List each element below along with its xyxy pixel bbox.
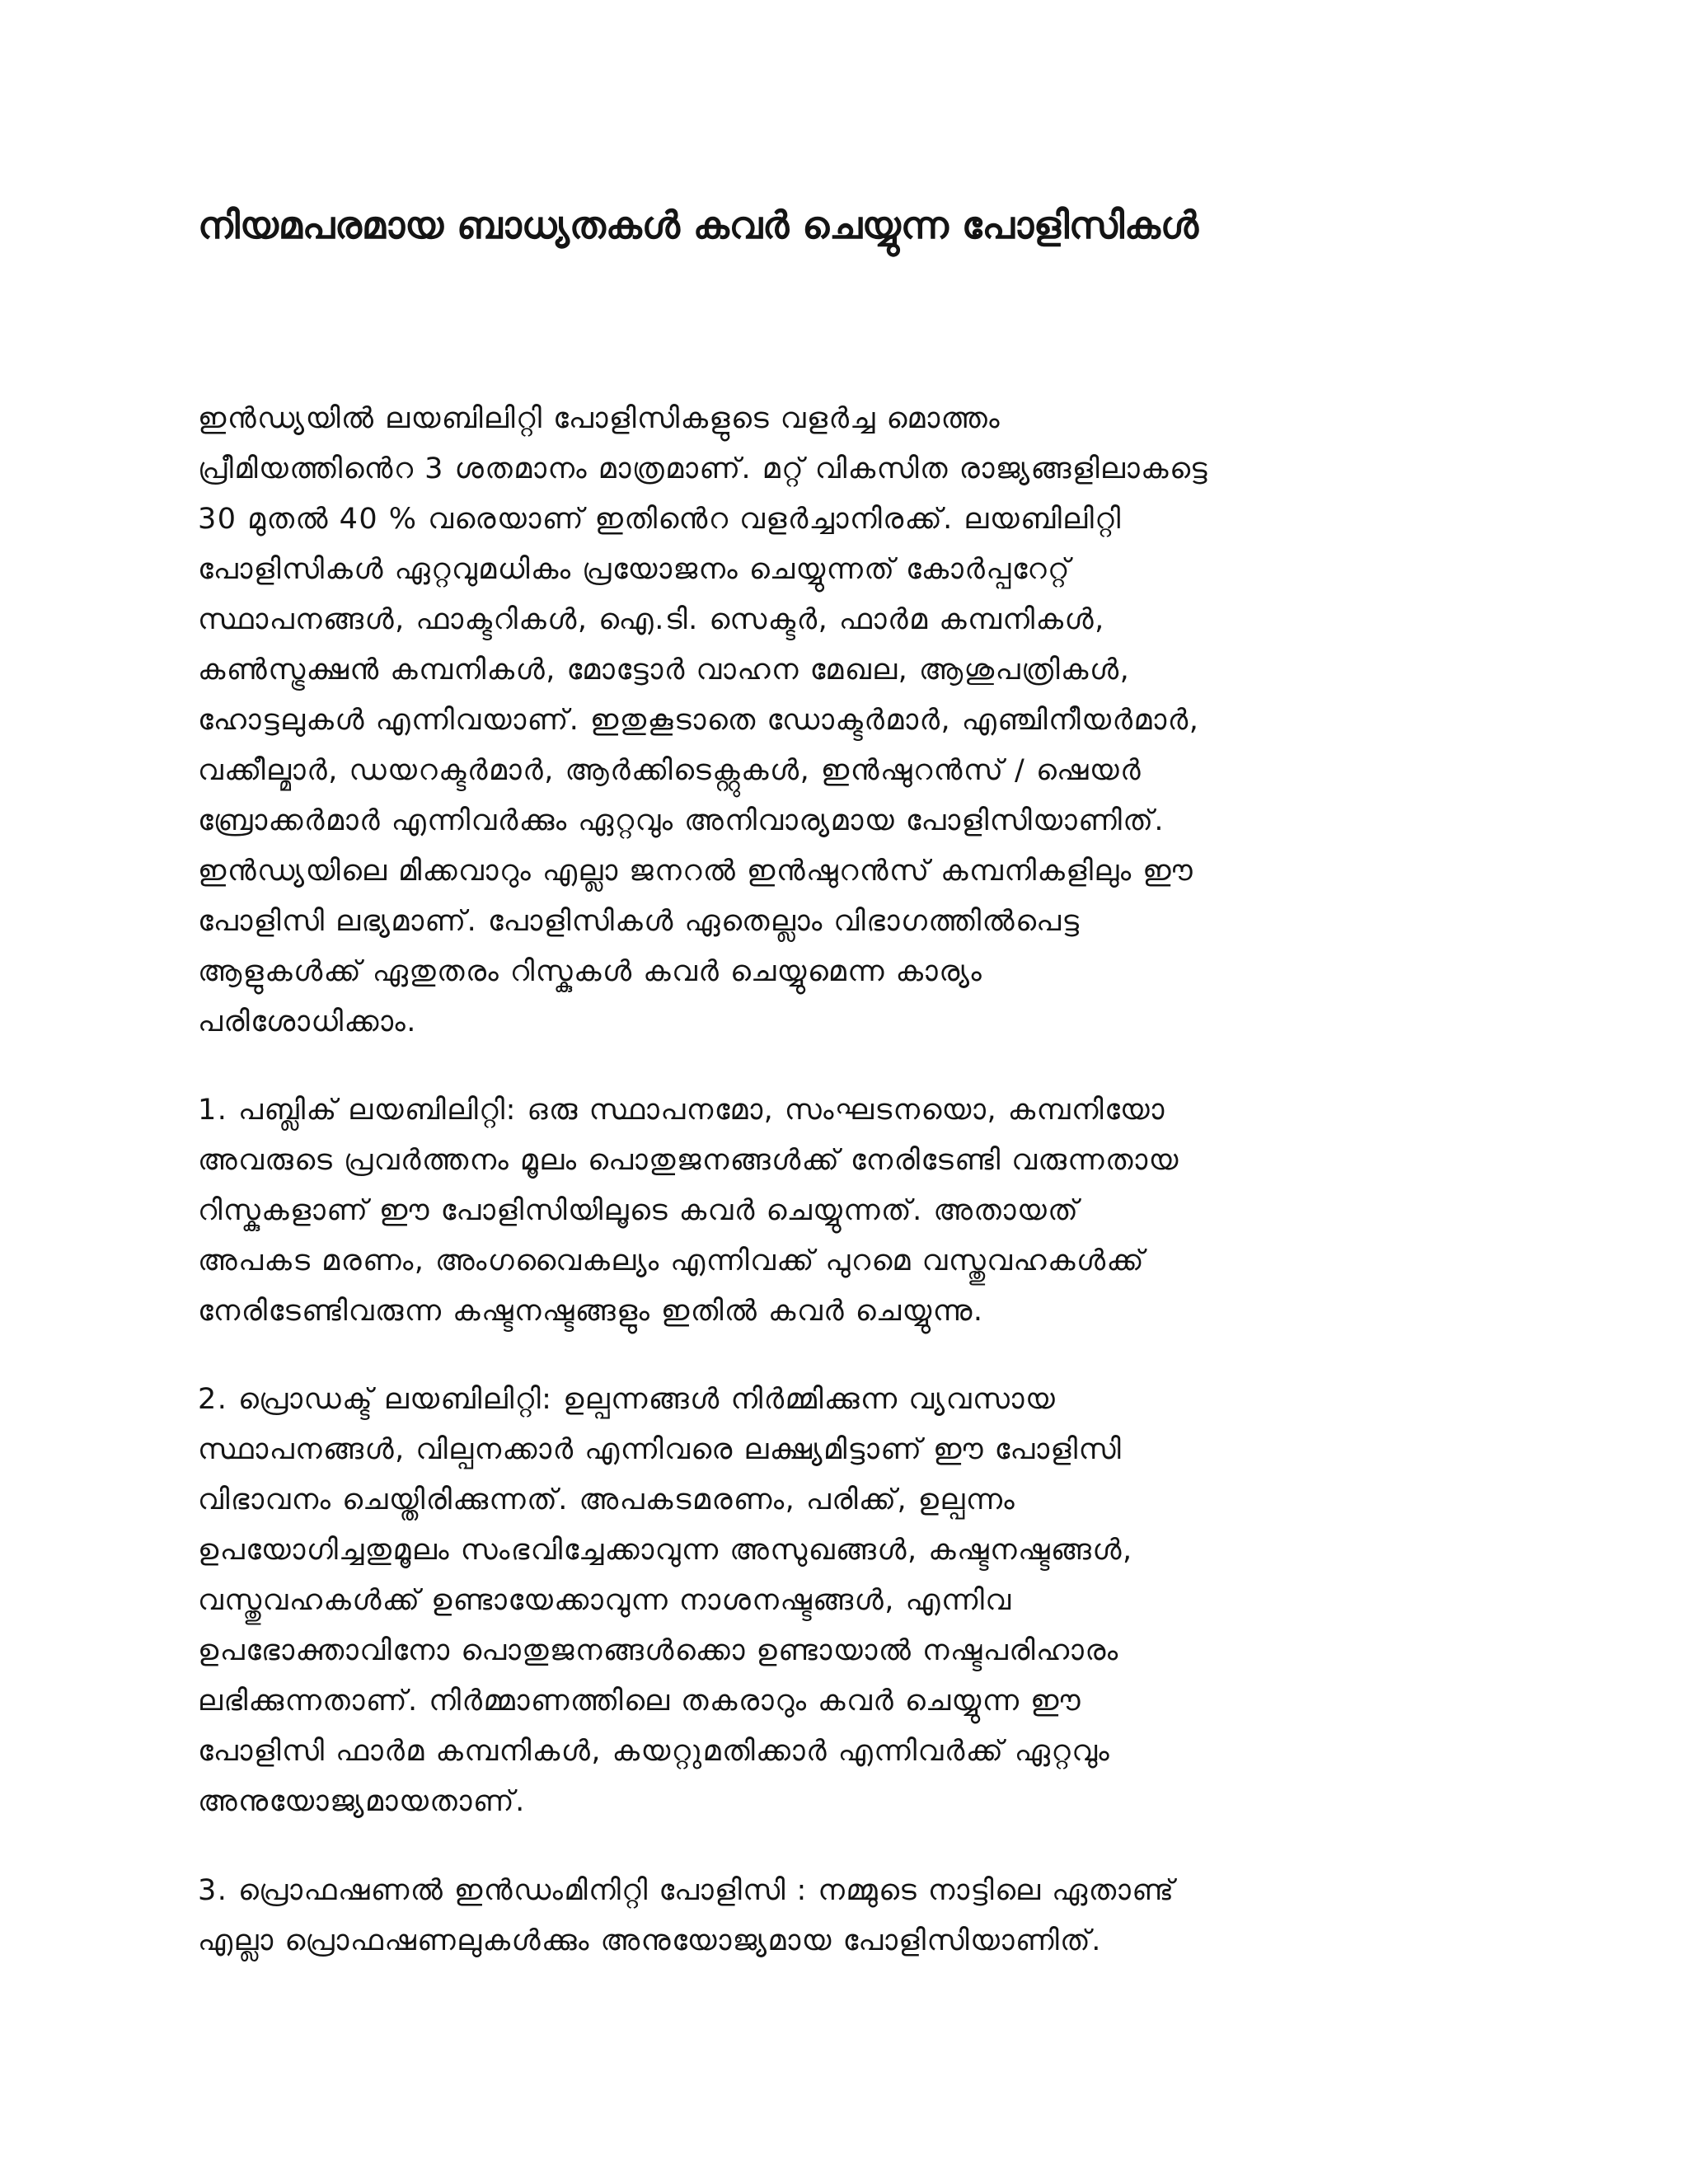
text-line: ലഭിക്കുന്നതാണ്. നിർമ്മാണത്തിലെ തകരാറും കവർ ചെയ്യുന്ന ഈ <box>198 1685 1082 1718</box>
text-line: കൺസ്ട്രക്ഷൻ കമ്പനികൾ, മോട്ടോർ വാഹന മേഖല, ആശുപത്രികൾ, <box>198 654 1131 687</box>
text-line: ഉപഭോക്താവിനോ പൊതുജനങ്ങൾക്കൊ ഉണ്ടായാൽ നഷ്ടപരിഹാരം <box>198 1634 1119 1667</box>
text-line: ആളുകൾക്ക് ഏതുതരം റിസ്കുകൾ കവർ ചെയ്യുമെന്ന കാര്യം <box>198 955 983 988</box>
text-line: വിഭാവനം ചെയ്തിരിക്കുന്നത്. അപകടമരണം, പരിക്ക്, ഉല്പന്നം <box>198 1483 1016 1516</box>
document-title: നിയമപരമായ ബാധ്യതകൾ കവർ ചെയ്യുന്ന പോളിസികൾ <box>198 203 1199 247</box>
text-line: നേരിടേണ്ടിവരുന്ന കഷ്ടനഷ്ടങ്ങളും ഇതിൽ കവർ ചെയ്യുന്നു. <box>198 1295 984 1328</box>
text-line: 1. പബ്ലിക് ലയബിലിറ്റി: ഒരു സ്ഥാപനമോ, സംഘടനയൊ, കമ്പനിയോ <box>198 1094 1165 1127</box>
product-liability-paragraph <box>198 1375 1500 1827</box>
text-line: ഉപയോഗിച്ചതുമൂലം സംഭവിച്ചേക്കാവുന്ന അസുഖങ്ങൾ, കഷ്ടനഷ്ടങ്ങൾ, <box>198 1534 1133 1567</box>
text-line: ഇൻഡ്യയിലെ മിക്കവാറും എല്ലാ ജനറൽ ഇൻഷുറൻസ് കമ്പനികളിലും ഈ <box>198 855 1194 888</box>
text-line: 3. പ്രൊഫഷണൽ ഇൻഡംമിനിറ്റി പോളിസി : നമ്മുടെ നാട്ടിലെ ഏതാണ്ട് <box>198 1874 1175 1907</box>
intro-paragraph <box>198 394 1500 1047</box>
text-line: ഹോട്ടലുകൾ എന്നിവയാണ്. ഇതുകൂടാതെ ഡോക്ടർമാർ, എഞ്ചിനീയർമാർ, <box>198 704 1200 737</box>
text-line: 30 മുതൽ 40 % വരെയാണ് ഇതിൻെറ വളർച്ചാനിരക്ക്. ലയബിലിറ്റി <box>198 503 1122 536</box>
text-line: വസ്തുവഹകൾക്ക് ഉണ്ടായേക്കാവുന്ന നാശനഷ്ടങ്ങൾ, എന്നിവ <box>198 1584 1012 1617</box>
text-line: അപകട മരണം, അംഗവൈകല്യം എന്നിവക്ക് പുറമെ വസ്തുവഹകൾക്ക് <box>198 1244 1146 1277</box>
text-line: 2. പ്രൊഡക്ട് ലയബിലിറ്റി: ഉല്പന്നങ്ങൾ നിർമ്മിക്കുന്ന വ്യവസായ <box>198 1383 1057 1416</box>
text-line: ഇൻഡ്യയിൽ ലയബിലിറ്റി പോളിസികളുടെ വളർച്ച മൊത്തം <box>198 402 1001 435</box>
text-line: റിസ്കുകളാണ് ഈ പോളിസിയിലൂടെ കവർ ചെയ്യുന്നത്. അതായത് <box>198 1194 1080 1227</box>
text-line: പോളിസി ഫാർമ കമ്പനികൾ, കയറ്റുമതിക്കാർ എന്നിവർക്ക് ഏറ്റവും <box>198 1735 1111 1768</box>
text-line: അനുയോജ്യമായതാണ്. <box>198 1785 526 1818</box>
public-liability-paragraph <box>198 1085 1500 1337</box>
text-line: എല്ലാ പ്രൊഫഷണലുകൾക്കും അനുയോജ്യമായ പോളിസിയാണിത്. <box>198 1924 1102 1957</box>
text-line: ബ്രോക്കർമാർ എന്നിവർക്കും ഏറ്റവും അനിവാര്യമായ പോളിസിയാണിത്. <box>198 804 1165 837</box>
text-line: സ്ഥാപനങ്ങൾ, ഫാക്ടറികൾ, ഐ.ടി. സെക്ടർ, ഫാർമ കമ്പനികൾ, <box>198 603 1105 636</box>
text-line: അവരുടെ പ്രവർത്തനം മൂലം പൊതുജനങ്ങൾക്ക് നേരിടേണ്ടി വരുന്നതായ <box>198 1144 1179 1177</box>
text-line: വക്കീല്മാർ, ഡയറക്ടർമാർ, ആർക്കിടെക്റ്റുകൾ, ഇൻഷുറൻസ് / ഷെയർ <box>198 754 1142 787</box>
text-line: പോളിസികൾ ഏറ്റവുമധികം പ്രയോജനം ചെയ്യുന്നത് കോർപ്പറേറ്റ് <box>198 553 1071 586</box>
text-line: സ്ഥാപനങ്ങൾ, വില്പനക്കാർ എന്നിവരെ ലക്ഷ്യമിട്ടാണ് ഈ പോളിസി <box>198 1433 1123 1466</box>
text-line: പോളിസി ലഭ്യമാണ്. പോളിസികൾ ഏതെല്ലാം വിഭാഗത്തിൽപെട്ട <box>198 905 1081 938</box>
professional-indemnity-paragraph <box>198 1866 1500 1966</box>
text-line: പ്രീമിയത്തിൻെറ 3 ശതമാനം മാത്രമാണ്. മറ്റ് വികസിത രാജ്യങ്ങളിലാകട്ടെ <box>198 452 1209 485</box>
text-line: പരിശോധിക്കാം. <box>198 1005 417 1038</box>
